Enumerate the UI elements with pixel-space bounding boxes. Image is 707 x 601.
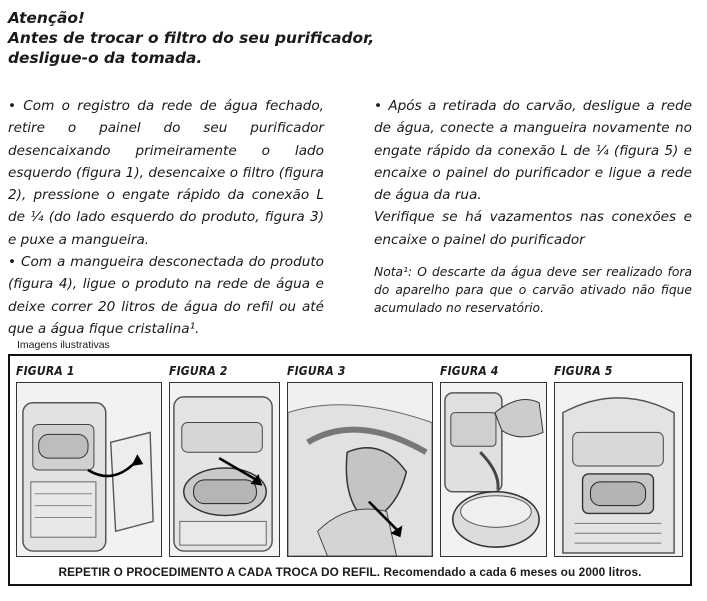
figure-5-title: FIGURA 5 xyxy=(554,364,613,378)
figure-3-title: FIGURA 3 xyxy=(287,364,346,378)
step-remove-panel: • Com o registro da rede de água fechado, retire o painel do seu purificador desencaixando primeiramente o lado esquerdo (figura 1), desencaixe o filtro (figura 2), pressione o engate rápido da conexão L de ¼ (do lado esquerdo do produto, figura 3) e puxe a mangueira. xyxy=(8,98,324,248)
figure-5-image xyxy=(554,382,683,557)
images-label: Imagens ilustrativas xyxy=(17,339,110,351)
figure-3-image xyxy=(287,382,433,557)
footnote: Nota¹: O descarte da água deve ser realizado fora do aparelho para que o carvão ativado não fique acumulado no reservatório. xyxy=(374,265,692,315)
right-instructions xyxy=(374,95,692,251)
warning-title: Atenção! xyxy=(8,9,85,27)
step-flush-water: • Com a mangueira desconectada do produto (figura 4), ligue o produto na rede de água e deixe correr 20 litros de água do refil ou até que a água fique cristalina¹. xyxy=(8,254,324,337)
step-reconnect: • Após a retirada do carvão, desligue a rede de água, conecte a mangueira novamente no engate rápido da conexão L de ¼ (figura 5) e encaixe o painel do purificador e ligue a rede de água da rua. xyxy=(374,98,692,204)
figure-1-title: FIGURA 1 xyxy=(16,364,75,378)
figure-4-title: FIGURA 4 xyxy=(440,364,499,378)
figure-2-image xyxy=(169,382,280,557)
footer-notice: REPETIR O PROCEDIMENTO A CADA TROCA DO REFIL. Recomendado a cada 6 meses ou 2000 litros. xyxy=(58,565,642,579)
step-check-leaks: Verifique se há vazamentos nas conexões e encaixe o painel do purificador xyxy=(374,209,692,248)
figure-1-image xyxy=(16,382,162,557)
warning-line-1: Antes de trocar o filtro do seu purificador, xyxy=(8,29,375,47)
figures-frame xyxy=(8,354,692,586)
figure-4-image xyxy=(440,382,547,557)
figure-2-title: FIGURA 2 xyxy=(169,364,228,378)
warning-line-2: desligue-o da tomada. xyxy=(8,49,203,67)
left-instructions xyxy=(8,95,324,340)
warning-block xyxy=(8,8,375,68)
